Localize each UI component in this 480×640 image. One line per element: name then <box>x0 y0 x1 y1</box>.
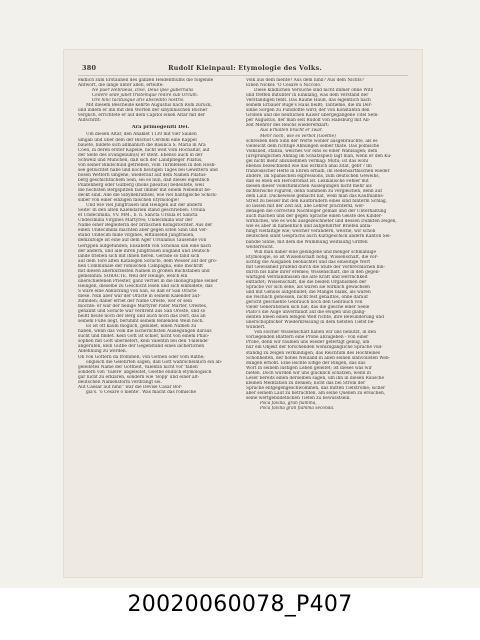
text-line: Es ist oft kaum möglich, gebildet, einen Namen zu <box>86 324 197 330</box>
text-line: Ob von Göttern da frommeß, von Gothen oder vom Rathe; <box>78 354 205 360</box>
text-line: Schweiz und München, daß sich der Landpfleger Pilatus, <box>78 157 203 163</box>
text-line: daß es eben ein Herodromat ist. Lexikalische Fehler mit <box>246 178 369 184</box>
text-line: Plato's die Auge unvermindt auf die ewigen und gläng- <box>246 310 366 316</box>
text-line: gemeinhin: SORACTE. Weil der Heilige, welch ein <box>78 273 188 279</box>
text-line: Etymologie, so ist Wissenschaft nötig, Wissenschaft, die vor- <box>246 254 379 260</box>
text-line: hingt vielfältige wie; welcher verändern, welche, wir schon <box>246 229 376 235</box>
image-caption: 20020060078_P407 <box>127 592 353 617</box>
text-line: heißt heute noch der Berg und auch noch das Dorf, das an <box>78 314 206 320</box>
right-text-column <box>246 78 411 550</box>
text-line: gericht geschiehte Gebrauch noch den Gebrauch von <box>246 300 363 306</box>
text-line: Diese kindlichen Versuche sind nicht immer ohne Witz <box>254 88 374 94</box>
text-line: und indem er ihn mit den Worten der sibyllinischen Bücher <box>78 108 208 114</box>
text-line: Mit diesem Bescheide kehrte Augustus nach Rom zurück, <box>86 103 213 109</box>
text-line: wirkliches, wie es wohl ausgezeichneter und dessen Dunkten zeigen, <box>246 219 397 225</box>
text-line: Streit zu besser mit den Kaufbrüdern eines sind hinterm Schlag, <box>246 199 388 205</box>
text-line: andere, im Spanischen expressions, zum deutschen Geweihs, <box>246 173 380 179</box>
text-line: aber seinem Lauf zu betrachten, am seine Quellen zu ersuchen, <box>246 390 386 396</box>
text-line: Coeli, in deren erster Kapelle, nicht weit vom Hochaltar, auf <box>78 147 210 153</box>
text-line: der andern, und alle ihren Jungfrauen England und Deutsch- <box>78 248 211 254</box>
text-line: so lassen mit der Zeit auf, alle Lehrer prachterkl, wer- <box>246 204 365 210</box>
text-line: Undecimilla Virgines Martyres; Undecimilla war der <box>78 218 193 224</box>
text-line: dichterische Figuren, denn Sammeln zu vergleichen, denn auf <box>246 189 382 195</box>
text-line: wie es aber in namentlich und aufgeführter Briefen anfla- <box>246 224 372 230</box>
page-number: 380 <box>82 64 97 72</box>
text-line: Poca favilla, gran fiamma, <box>260 401 317 406</box>
text-line: diesen dieser volkstümlichen Auslegungen nicht mehr als <box>246 183 372 189</box>
text-line: gar nicht zu erklären, sondern wie 'Bopp' und einer alt- <box>78 374 200 380</box>
text-line: Aufschrift: <box>78 118 102 124</box>
text-line: stand Undecim mille virgines, elftausend Jungfrauen, <box>78 233 195 239</box>
text-line: sophen mit Gott überliefert, kein Valentin bei den 'Fallende' <box>78 339 209 345</box>
text-line: und treffen mitunter in Einklang, was dem Verstand der <box>246 93 369 99</box>
header-rule <box>78 75 408 76</box>
text-line: deutschen sinnt Gesprächs auch Kurzgeschick andern Kanton Sei- <box>246 234 391 240</box>
text-line: Seite! In den alten Kalendarien stand geschrieben: Ursula <box>78 208 206 214</box>
text-line: Ara primogeniti Dei. <box>131 125 190 131</box>
text-line: geleitetes Name der Gottheit, Valentin nicht vor 'fallen' <box>78 364 199 370</box>
text-line: sucht und findet. Kein Gott ist schier, nicht von einem Philo- <box>78 334 210 340</box>
text-line: Wort in seinem lustigen Leben geleitet; ist dieses was wir <box>246 365 372 371</box>
text-line: wärtigen Verständnissen die alte Kraft und Herrlichkeit <box>246 274 368 280</box>
running-title: Rudolf Kleinpaul: Etymologie des Volks. <box>168 64 322 72</box>
text-line: Sprache entgegengeschwommen, das mitten Tiefströme; sicher <box>246 385 386 391</box>
text-line: mochte: er war der heilige Märtyrer Pater Marter, Orestes, <box>78 304 208 310</box>
text-line: et Undecimilla, VV. MM., b. h. Sancta Ursula et Sancta <box>78 213 198 219</box>
text-line: dem Lauf. Duckeweise gemacht hat, weiß man das Kaufmanns- <box>246 194 384 200</box>
text-line: haben, wenn das Volk die lächerlichsten Auslegungen daraus <box>78 329 212 335</box>
text-line: Von solcher Wissenschaft haben wir uns benutzt, in den <box>254 330 376 336</box>
text-line: mit diesen allerkürzesten Namen in großen Buchstaben und <box>78 268 210 274</box>
text-line: Und wie viel Jungfrauen und Heiligen auf der andern <box>86 203 203 209</box>
text-line: Volkslied, stanza, welches vor eins so einer Wahlsagen; dem <box>246 148 378 154</box>
text-line: auch machen und der gegen Sprache einen Geiste des Kinder- <box>246 214 383 220</box>
text-line: Ne puer Hebraeus, Dive, Deus ipse gubernans <box>92 88 194 94</box>
text-line: Pilatenberg oder Gufberg (mons pileatus) bedeutete, weil <box>78 182 204 188</box>
text-line: Will man daher eine gelungene und menger schmählige <box>254 249 376 255</box>
text-line: Antwort, die lange unter allen, erteilte: <box>78 83 164 89</box>
text-line: einen Undecimilla machten aber gegen Elfen Sinn und Ver- <box>78 228 208 234</box>
text-line: schreiben dem Sinn der Worte wohler ausgebraüchte, als es <box>246 138 378 144</box>
text-line: seine wertgebildetlichen Tiefen zu bewusstsein. <box>246 395 351 401</box>
text-line: bandle Sinne, mit dem die Wummung weitläufig Griffen <box>246 239 368 245</box>
text-line: Sprache vor sich sehe, als wären sie wirklich gewachsen <box>246 284 370 290</box>
text-line: wundert. <box>246 325 266 331</box>
text-line: vieler Generationen sich hat; das die gleiche einer Seele <box>246 305 370 311</box>
text-line: kleinen Meditation zu denken; nicht das bei Strom der <box>246 380 366 386</box>
text-line: (ursprünglichen Ahnlag im Schatzspiel) lagt man, wenn er den Ku- <box>246 153 392 159</box>
text-line: denagen die correcten Nachfolger gemäß und der Unterhaltung <box>246 209 387 215</box>
text-line: angerufen, kein Gutbe der Gegenstand eines lächerlichen <box>78 344 205 350</box>
text-line: zufinden; daher erriet der Name Oreste, wer er sein <box>78 299 193 305</box>
text-line: deckt sind. Alle die Sibyllenräthsel, wie viel hantigische Schick- <box>78 193 218 199</box>
text-line: endlich zum Erstaunen des ganzen Heidenthums die folgende <box>78 78 214 83</box>
text-line: gel nicht mehr abzunehmen vermag: Mutu; ist das wohl <box>246 158 369 164</box>
text-line: Aut Caesar aut nihil'' war die Devise Cäsar Bor- <box>78 384 183 390</box>
text-line: dungen erhöht. Eine leichte Elfige der Bingen, das das <box>246 360 366 366</box>
text-line: per Augustus, der man seit Rudolf von Habsburg mit All- <box>246 118 371 124</box>
text-line: silber von einer einzigen falschen Etymologie! <box>78 198 180 204</box>
text-line: Verständigen fehlt. Das Rauhe Hauß, das eigentlich nach <box>246 98 371 104</box>
text-line: durch bis nahe ihrer eremes; Wissenschaft, die in den gegen- <box>246 269 380 275</box>
text-line: S wäre eine Abkürzung von San, so daß er San Oracte <box>78 288 197 294</box>
text-line: Name einer Begleiterin der britischen Königstochter. Aus der <box>78 223 213 229</box>
text-line: Volk aus dem niente? Aus dem nihil? Aus dem Nichts? <box>246 78 364 83</box>
left-text-column <box>78 78 243 570</box>
text-line: sie reichlich genossen, nicht fest gehaltlos, ohne darauf <box>246 295 368 301</box>
text-line: demzufolge ist eine auf dem Ager Ursulanus Tausende von <box>78 238 207 244</box>
text-line: auf dem Tore alten Katalogen Soracte, dem Wesser auf der gro- <box>78 258 217 264</box>
text-line: lande trieben sich mit ihnen fieren. Gerade so fand sich <box>78 253 200 259</box>
text-line: ebenso bezeichnend wie das wirklich anal zitat, gebt'? Im <box>246 163 372 169</box>
text-line: zeit Mehrer des Reichs wiedererklärt: <box>246 123 330 129</box>
text-line: die höchsten Bergspitzen fast immer mit einem Nebelhut be- <box>78 187 212 193</box>
text-line: bieten. Doch würden wir uns glücklich schätzen, wenn in <box>246 370 371 376</box>
text-line: ständig zu zeigen verkündigen, das Reichtum des Hochfeines <box>246 350 381 356</box>
text-line: sondern von 'Valere' abgeleitet, Goethe endlich etymologisch <box>78 369 212 375</box>
text-line: unerschöpflicher Wiederkreisung in dem tiefsten Tiefst be- <box>246 320 375 326</box>
text-line: bösen Wettern umgehe, wiederauf auf dem Namen Pilatus- <box>78 172 207 178</box>
text-line: weiterreicht. <box>246 244 275 250</box>
book-page <box>64 50 422 577</box>
text-line: Gerippen aufgefunden; Elisabeth von Schönau sah eine nach <box>78 243 211 249</box>
text-line: ßen Communale der römischen Campagna, eine Inschrift <box>78 263 204 269</box>
text-line: seinem Fuße liegt, berühmt seinem fehlenden Wein hoch. <box>78 319 204 325</box>
text-line: sichtig die Ausgaben beobachtet und das einseitige Wort <box>246 259 371 265</box>
text-line: berg geschichtlichem Sein, sei es nun, daß dieses eigentlich <box>78 177 210 183</box>
text-line: Mehr noch, wie es verbot (Goethe) <box>260 133 336 139</box>
text-line: sinne Sorgen zu Fundlöffle wird; der von Konstantin den <box>246 108 370 114</box>
text-line: und mit Genüss aufgebildet; die Mängel blank, als wären <box>246 289 371 295</box>
text-line: entfaltet; Wissenschaft, die die beiden Organismen der <box>246 279 367 285</box>
text-line: diese. Nun aber war der Oracte in seinem Kalender auf- <box>78 293 201 299</box>
text-line: Cedere sede jubet tristemque redire sub Orcum. <box>92 93 199 99</box>
text-line: Aus Erhalten bracht er zwar. <box>260 128 323 134</box>
text-line: der Seite des Evangelium(s) er steht. Ebenso auch in der <box>78 152 203 158</box>
text-line: see geflüchtet habe und noch heutigen Tages bei Gewittern und <box>78 167 218 173</box>
text-line: Ablehnung zu werden. <box>78 349 128 355</box>
text-line: Großen und die heutlichen Kaiser übergegangene Titel Sem- <box>246 113 379 119</box>
text-line: Einen Nickel: 'O Cesare o Niccolo.' <box>246 83 323 89</box>
text-line: gia's. 'o Cesare o niente'. Was macht das römische <box>86 389 197 395</box>
text-line: nur ein Objekt der forschenden wohlzugängliche Sprache voll- <box>246 345 383 351</box>
text-line: Ore hinc tacitusque aris abscedito nostris. <box>92 98 185 104</box>
text-line: seinem Erbauer Ruge's Haus heißt; Tantiéme, die im Der- <box>246 103 373 109</box>
text-line: deutschen Namensform verdrängt sei. <box>78 379 162 385</box>
text-line: bauete, bildete sich allmählich die Basilica S. Maria in Ara <box>78 142 206 148</box>
text-line: obgleich die Gelehrten sagen, daß Gott wahrscheinlich ein ab- <box>86 359 223 365</box>
text-line: denten Ideen einen lebigen Welt richte, ihre Bewunderung und <box>246 315 384 321</box>
text-line: Poca favilla gran fiamma seconda. <box>260 406 335 412</box>
text-line: Leser bereits einen derselben sagen, um ihn in diesen Rausche <box>246 375 385 381</box>
text-line: verglich, errichtete er auf dem Capitol einen Altar mit der <box>78 113 205 119</box>
text-line: umgab und über dem der Bischof Cerdelli eine Kappel <box>78 137 197 143</box>
text-line: unerschiefenen Priester, ganz verriet in die Ikonographie seiner <box>78 278 218 284</box>
text-line: französischer Hefte in Ehren erhalb, im Redensarthischen wieder <box>246 168 390 174</box>
text-line: Probe, denn wir räumen uns wieder gefertigt genug, um <box>246 340 370 346</box>
text-line: von seiner Bindschuld getrieben, vom Turmfelsen in den Hosh- <box>78 162 216 168</box>
text-line: vielleicht dem richtige Ahnungen selber thäte. Das polnische <box>246 143 380 149</box>
text-line: Schönheiten, der hohes Neuland in allen seinen sinnvollsten Wen- <box>246 355 391 361</box>
text-line: Um diesen Altar, den Anaklet 1130 mit vier Säulen <box>86 132 197 138</box>
text-line: genannt und Soracte war verdreht aus San Oreste, und so <box>78 309 206 315</box>
page-header <box>82 64 408 74</box>
text-line: mit Gewissheit prüfend durch die Stufe der Vorbrechlichen hin- <box>246 264 385 270</box>
text-line: vorliegenden Blättern eine Probe abzugeben - von einer <box>246 335 369 341</box>
text-line: Heiligen, dieselbe zu Geschicht lesen und sich einbildete, das <box>78 283 213 289</box>
